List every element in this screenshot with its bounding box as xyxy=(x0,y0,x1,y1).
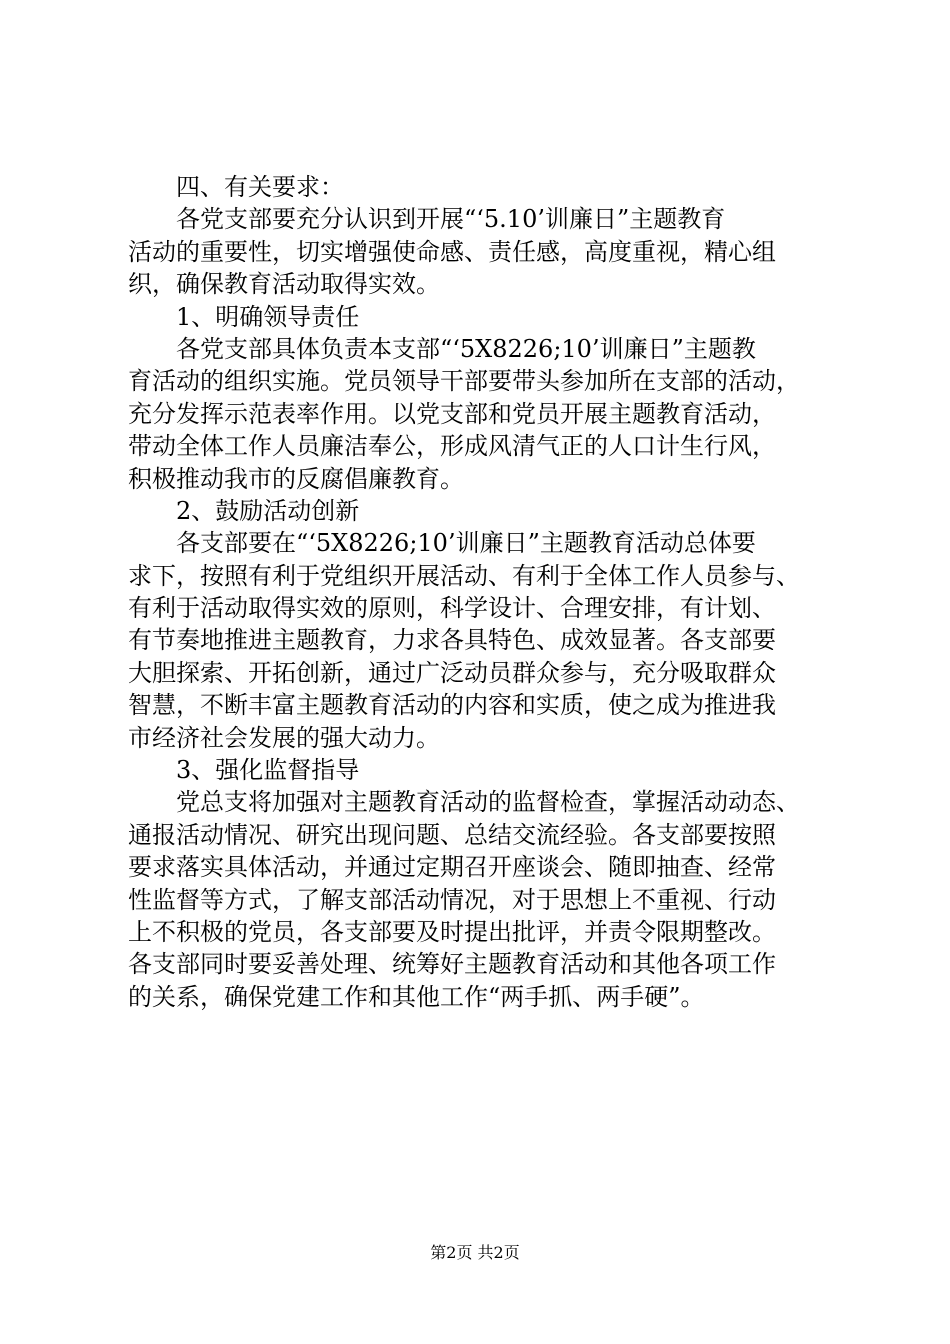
paragraph-line: 上不积极的党员，各支部要及时提出批评，并责令限期整改。 xyxy=(128,917,776,946)
subsection-heading: 3、强化监督指导 xyxy=(176,756,360,785)
paragraph-line: 性监督等方式，了解支部活动情况，对于思想上不重视、行动 xyxy=(128,885,776,914)
paragraph-line: 各党支部具体负责本支部“‘5X8226;10’训廉日”主题教 xyxy=(176,334,756,363)
paragraph-line: 大胆探索、开拓创新，通过广泛动员群众参与，充分吸取群众 xyxy=(128,658,776,687)
paragraph-line: 充分发挥示范表率作用。以党支部和党员开展主题教育活动， xyxy=(128,399,776,428)
page-number-footer: 第2页 共2页 xyxy=(430,1243,520,1262)
paragraph-line: 各党支部要充分认识到开展“‘5.10’训廉日”主题教育 xyxy=(176,205,726,234)
paragraph-line: 智慧，不断丰富主题教育活动的内容和实质，使之成为推进我 xyxy=(128,691,776,720)
paragraph-line: 各支部同时要妥善处理、统筹好主题教育活动和其他各项工作 xyxy=(128,950,776,979)
paragraph-line: 党总支将加强对主题教育活动的监督检查，掌握活动动态、 xyxy=(176,788,800,817)
section-heading: 四、有关要求： xyxy=(176,173,344,201)
paragraph-line: 积极推动我市的反腐倡廉教育。 xyxy=(128,464,464,493)
paragraph-line: 有节奏地推进主题教育，力求各具特色、成效显著。各支部要 xyxy=(128,626,776,655)
paragraph-line: 通报活动情况、研究出现问题、总结交流经验。各支部要按照 xyxy=(128,820,776,849)
paragraph-line: 求下，按照有利于党组织开展活动、有利于全体工作人员参与、 xyxy=(128,561,800,590)
paragraph-line: 要求落实具体活动，并通过定期召开座谈会、随即抽查、经常 xyxy=(128,853,776,882)
subsection-heading: 2、鼓励活动创新 xyxy=(176,496,360,525)
paragraph-line: 各支部要在“‘5X8226;10’训廉日”主题教育活动总体要 xyxy=(176,529,756,558)
paragraph-line: 市经济社会发展的强大动力。 xyxy=(128,723,440,752)
paragraph-line: 有利于活动取得实效的原则，科学设计、合理安排，有计划、 xyxy=(128,594,776,623)
subsection-heading: 1、明确领导责任 xyxy=(176,302,360,331)
paragraph-line: 活动的重要性，切实增强使命感、责任感，高度重视，精心组 xyxy=(128,237,776,266)
document-body xyxy=(128,171,828,1013)
paragraph-line: 育活动的组织实施。党员领导干部要带头参加所在支部的活动， xyxy=(128,367,800,396)
paragraph-line: 的关系，确保党建工作和其他工作“两手抓、两手硬”。 xyxy=(128,982,705,1011)
paragraph-line: 织，确保教育活动取得实效。 xyxy=(128,270,440,299)
paragraph-line: 带动全体工作人员廉洁奉公，形成风清气正的人口计生行风， xyxy=(128,432,776,461)
